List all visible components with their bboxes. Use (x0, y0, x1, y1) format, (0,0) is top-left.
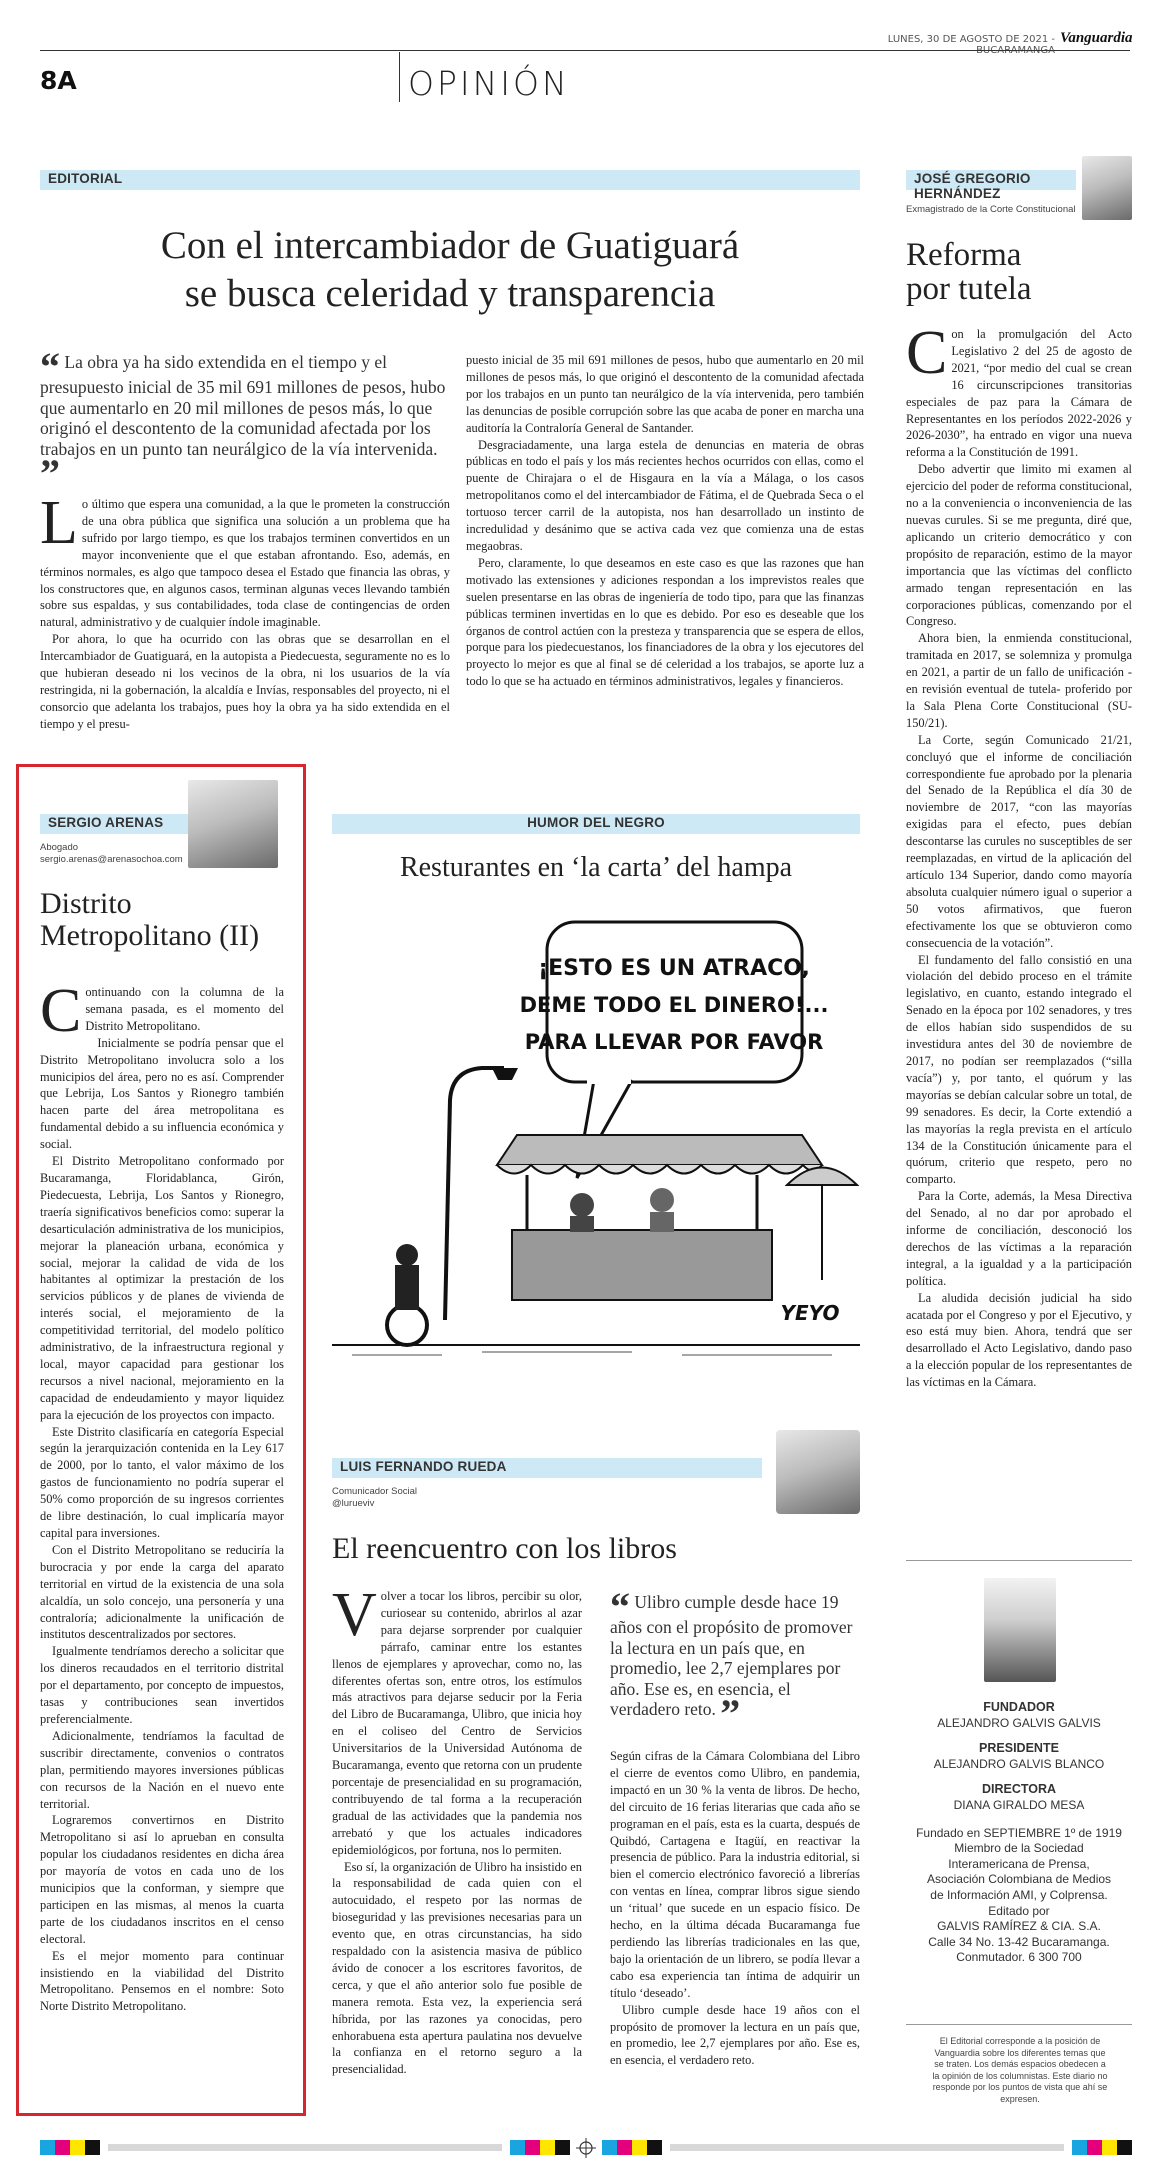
date-line: LUNES, 30 DE AGOSTO DE 2021 - BUCARAMANGA (887, 34, 1055, 56)
rueda-pull-quote (610, 1584, 860, 1736)
paragraph: Igualmente tendríamos derecho a solicitar que los dineros recaudados en el territorio distrital por el departamento, por concepto de impuestos, tasas y contribuciones sean invertidos preferencialmente. (40, 1644, 284, 1726)
paragraph: Es el mejor momento para continuar insistiendo en la viabilidad del Distrito Metropolitano. Pensemos en el nombre: Soto Norte Distrito Metropolitano. (40, 1948, 284, 2014)
info-line: Conmutador. 6 300 700 (956, 1950, 1082, 1965)
info-line: Calle 34 No. 13-42 Bucaramanga. (928, 1934, 1110, 1949)
registration-bar-left (40, 2140, 570, 2155)
editorial-col1 (40, 489, 450, 733)
paragraph: Ulibro cumple desde hace 19 años con el propósito de promover la lectura en un país que, en promedio, lee 2,7 ejemplares por año. Ese es, en esencia, el verdadero reto. (610, 2002, 860, 2068)
rueda-role: Comunicador Social (332, 1486, 418, 1497)
humor-label: HUMOR DEL NEGRO (332, 814, 860, 834)
cartoon-illustration (332, 900, 860, 1370)
header-rule (40, 50, 1130, 51)
section-divider (399, 52, 400, 102)
staff-bottom-rule (906, 2024, 1132, 2025)
paragraph: Por ahora, lo que ha ocurrido con las obras que se desarrollan en el Intercambiador de Guatiguará, en la autopista a Piedecuesta, seguramente no es lo que hubieran deseado ni los vecinos de la obra, ni los usuarios de la vía restringida, ni la gobernación, la alcaldía e Invías, responsables del proyecto, ni el consorcio que adelanta los trabajos, pues hoy la obra ya ha sido extendida en el tiempo y el presu- (40, 632, 450, 731)
registration-mark-icon (576, 2138, 596, 2158)
arenas-photo (188, 780, 278, 868)
paragraph: Para la Corte, además, la Mesa Directiva del Senado, al no dar por aprobado el informe de conciliación, desconoció los derechos de las víctimas a la reparación integral, a la igualdad y a la participación política. (906, 1189, 1132, 1288)
founder-portrait (984, 1578, 1056, 1682)
info-line: GALVIS RAMÍREZ & CIA. S.A. (937, 1919, 1101, 1934)
open-quote-icon: “ (40, 344, 60, 389)
rueda-handle: @lurueviv (332, 1498, 375, 1509)
president-label: PRESIDENTE (979, 1741, 1059, 1756)
paragraph: El fundamento del fallo consistió en una violación del debido proceso en el trámite legislativo, en cuanto, estando integrado el Senado en la época por 102 senadores, y tres de ellos habían sido suspendidos de su investidura antes del 30 de noviembre de 2017, no podían ser reemplazados (“silla vacía”) y, por tanto, el quórum y las mayorías se debían calcular sobre un total, de 99 senadores. Es decir, la Corte extendió a las mayorías la regla prevista en el artículo 134 de la Constitución únicamente para el quórum, criterio que respeto, pero no comparto. (906, 952, 1132, 1187)
director-name: DIANA GIRALDO MESA (953, 1797, 1085, 1812)
paragraph: Debo advertir que limito mi examen al ejercicio del poder de reforma constitucional, no a la conveniencia o inconveniencia de las nuevas curules. Si se me pregunta, diré que, aplicando un criterio democrático y con propósito de reparación, estimo de la mayor importancia que las víctimas del conflicto armado tengan representación en las corporaciones públicas, comenzando por el Congreso. (906, 462, 1132, 629)
paragraph: Eso sí, la organización de Ulibro ha insistido en la responsabilidad de cada quien con el autocuidado, el respeto por las normas de bioseguridad y las previsiones necesarias para un evento que, en otras circunstancias, ha sido respaldado con la asistencia masiva de público ávido de conocer a los escritores favoritos, de cerca, y que el año anterior solo fue posible de manera remota. Esta vez, la experiencia será híbrida, por las razones ya conocidas, pero enhorabuena esta apertura paulatina nos devuelve la confianza en el retorno seguro a la presencialidad. (332, 1859, 582, 2077)
cartoon-signature: YEYO (780, 1301, 840, 1325)
humor-title: Resturantes en ‘la carta’ del hampa (399, 852, 793, 883)
bubble-line2: DEME TODO EL DINERO!... (519, 993, 829, 1017)
paragraph: o último que espera una comunidad, a la que le prometen la construcción de una obra pública que significa una solución a un problema que ha sufrido por largo tiempo, es que los trabajos terminen convertidos en un mayor inconveniente que el que estaban afrontando. Eso, además, en términos normales, es algo que tampoco desea el Estado que financia las obras, y los constructores que, en algunos casos, terminan algunas veces llevando también sobre sus espaldas, y sus contabilidades, toda clase de contingencias de orden natural, administrativo y de cualquier índole imaginable. (40, 497, 450, 630)
info-line: Interamericana de Prensa, (948, 1856, 1090, 1871)
paragraph: ontinuando con la columna de la semana pasada, es el momento del Distrito Metropolitano. (85, 985, 284, 1033)
paragraph: puesto inicial de 35 mil 691 millones de pesos, hubo que aumentarlo en 20 mil millones de pesos más, lo que originó el descontento de la comunidad afectada por los trabajos en un punto tan neurálgico de la vía intervenida, pero también las denuncias de posible corrupción sobre las que acaba de poner en marcha una auditoría la Contraloría General de Santander. (466, 353, 864, 435)
staff-top-rule (906, 1560, 1132, 1561)
registration-bar-right (602, 2140, 1132, 2155)
info-line: Miembro de la Sociedad (954, 1841, 1084, 1856)
paragraph: Pero, claramente, lo que deseamos en este caso es que las razones que han motivado las extensiones y adiciones respondan a los imprevistos reales que suelen presentarse en las obras de ingeniería de todo tipo, para que las finanzas públicas terminen invertidas en lo que es debido. Por eso es deseable que los órganos de control actúen con la presteza y transparencia que se espera de ellos, porque para los piedecuestanos, los financiadores de la obra y los ejecutores del proyecto lo mejor es que al final se dé celeridad a los trabajos, se aporte luz a todo lo que se ha actuado en términos administrativos, legales y financieros. (466, 555, 864, 689)
kiosk-counter (512, 1230, 772, 1300)
director-label: DIRECTORA (981, 1782, 1057, 1797)
paragraph: Con el Distrito Metropolitano se reduciría la burocracia y por ende la carga del aparato territorial en virtud de la existencia de una sola alcaldía, un solo concejo, una personería y una contraloría; adicionalmente la unificación de institutos descentralizados por sectores. (40, 1542, 284, 1642)
rueda-quote-text: Ulibro cumple desde hace 19 años con el propósito de promover la lectura en un país que, en promedio, lee 2,7 ejemplares por año. Ese es, en esencia, el verdadero reto. (610, 1592, 853, 1719)
info-line: de Información AMI, y Colprensa. (930, 1887, 1108, 1902)
hernandez-body (906, 319, 1132, 1391)
arenas-role: Abogado (40, 842, 79, 853)
hernandez-title (906, 238, 1132, 306)
close-quote-icon: ” (720, 1691, 741, 1736)
info-line: Asociación Colombiana de Medios (926, 1872, 1112, 1887)
brand-logo: Vanguardia (1060, 30, 1133, 46)
paragraph: El Distrito Metropolitano conformado por Bucaramanga, Floridablanca, Girón, Piedecuesta, Lebrija, Los Santos y Rionegro, traería significativos beneficios como: superar la desarticulación administrativa de los municipios, mejorar la planeación urbana, económica y social, mejorar la calidad de vida de los habitantes al optimizar la prestación de los servicios públicos y de planes de vivienda de interés social, el mejoramiento de la competitividad territorial, del modelo político administrativo, de la infraestructura regional y local, mayor capacidad para gestionar los recursos a nivel nacional, mejoramiento en la capacidad de endeudamiento y mayor liquidez para la ejecución de los proyectos con impacto. (40, 1154, 284, 1422)
paragraph: on la promulgación del Acto Legislativo 2 del 25 de agosto de 2021, “por medio del cual se crean 16 circunscripciones transitorias especiales de paz para la Cámara de Representantes en los períodos 2022-2026 y 2026-2030”, ha entrado en vigor una nueva reforma a la Constitución de 1991. (906, 327, 1132, 460)
arenas-dropcap: C (40, 977, 82, 1045)
rueda-col1 (332, 1581, 582, 2078)
paragraph: Ahora bien, la enmienda constitucional, tramitada en 2017, se solemniza y promulga en 2021, a partir de un fallo de unificación -en revisión eventual de tutela- proferido por la Sala Plena Corte Constitucional (SU-150/21). (906, 631, 1132, 730)
hernandez-photo (1082, 156, 1132, 220)
close-quote-icon: ” (40, 451, 60, 496)
arenas-title (40, 888, 290, 952)
arenas-label: SERGIO ARENAS (40, 814, 190, 834)
paragraph: olver a tocar los libros, percibir su olor, curiosear su contenido, abrirlos al azar para dejarse sorprender por cualquier párrafo, caminar entre los estantes llenos de ejemplares y aprovechar, como no, las diferentes ofertas son, entre otros, los estímulos más atractivos para dejarse seducir por la Feria del Libro de Bucaramanga, Ulibro, que inicia hoy en el coliseo del Centro de Servicios Universitarios de la Universidad Autónoma de Bucaramanga, evento que retorna con un prudente porcentaje de presencialidad en su programación, contribuyendo de tal forma a la recuperación gradual de las actividades que la pandemia nos arrebató y que los actuales indicadores epidemiológicos, por fortuna, nos lo permiten. (332, 1589, 582, 1857)
paragraph: Adicionalmente, tendríamos la facultad de suscribir directamente, convenios o contratos plan, permitiendo mayores inversiones públicas con recursos de la Nación en el nuevo ente territorial. (40, 1728, 284, 1811)
page-number: 8A (40, 66, 77, 95)
editorial-col2 (466, 352, 864, 690)
founder-label: FUNDADOR (983, 1700, 1055, 1714)
arenas-title-line1: Distrito (40, 887, 132, 920)
editorial-title (40, 222, 860, 318)
editorial-label: EDITORIAL (40, 170, 860, 190)
president-name: ALEJANDRO GALVIS BLANCO (933, 1756, 1105, 1771)
rueda-title: El reencuentro con los libros (332, 1532, 677, 1565)
paragraph: Este Distrito clasificaría en categoría Especial según la jerarquización contenida en la Ley 617 de 2000, por lo tanto, el valor máximo de los gastos de funcionamiento no podría superar el 50% como proporción de su ingresos corrientes de libre destinación, lo cual implicaría mayor capital para inversiones. (40, 1424, 284, 1540)
hernandez-title-line1: Reforma (906, 237, 1022, 273)
hernandez-role: Exmagistrado de la Corte Constitucional (906, 204, 1076, 215)
editorial-quote-text: La obra ya ha sido extendida en el tiempo y el presupuesto inicial de 35 mil 691 millones de pesos, hubo que aumentarlo en 20 mil millones de pesos más, lo que originó el descontento de la comunidad afectada por los trabajos en un punto tan neurálgico de la vía intervenida. (40, 352, 446, 459)
rueda-col2 (610, 1748, 860, 2069)
arenas-body (40, 977, 284, 2015)
arenas-title-line2: Metropolitano (II) (40, 919, 260, 952)
rueda-photo (776, 1430, 860, 1514)
editorial-pull-quote (40, 344, 450, 496)
section-title: OPINIÓN (408, 64, 570, 103)
editorial-title-line1: Con el intercambiador de Guatiguará (160, 224, 740, 267)
paragraph: Inicialmente se podría pensar que el Distrito Metropolitano involucra solo a los municipios del área, pero no es así. Comprender que Lebrija, Los Santos y Rionegro también hacen parte del área metropolitana es fundamental debido a su influencia económica y social. (40, 1035, 284, 1152)
staff-box (906, 1700, 1132, 1966)
editorial-dropcap: L (40, 489, 78, 557)
info-line: Fundado en SEPTIEMBRE 1º de 1919 (916, 1825, 1122, 1840)
bubble-line3: PARA LLEVAR POR FAVOR (524, 1030, 824, 1054)
paragraph: Lograremos convertirnos en Distrito Metropolitano si así lo aprueban en consulta popular los ciudadanos residentes en dicha área por mayoría de votos en cada uno de los municipios que la conforman, y siempre que participen en las mismas, al menos la cuarta parte de los ciudadanos inscritos en el censo electoral. (40, 1813, 284, 1946)
info-line: Editado por (988, 1903, 1050, 1918)
cashier-figure (650, 1188, 674, 1212)
paragraph: La Corte, según Comunicado 21/21, concluyó que el informe de conciliación correspondiente fue aprobado por la plenaria del Senado de la República el día 30 de noviembre de 2017, “con las mayorías exigidas para el efecto, pues debían descontarse las curules no susceptibles de ser reemplazadas, en virtud de la aplicación del artículo 134 Superior, dando como mayoría absoluta cualquier número igual o superior a 50 votos afirmativos, que fueron efectivamente los que se obtuvieron como consecuencia de la votación”. (906, 732, 1132, 950)
hernandez-label: JOSÉ GREGORIO HERNÁNDEZ (906, 170, 1076, 190)
disclaimer: El Editorial corresponde a la posición de Vanguardia sobre los diferentes temas que se traten. Los demás espacios obedecen a la opinión de los columnistas. Este diario no responde por los puntos de vista que ahí se expresen. (932, 2036, 1108, 2104)
arenas-email: sergio.arenas@arenasochoa.com (40, 854, 183, 865)
kiosk-roof (497, 1135, 822, 1165)
founder-name: ALEJANDRO GALVIS GALVIS (937, 1715, 1101, 1730)
paragraph: La aludida decisión judicial ha sido acatada por el Congreso y por el Ejecutivo, y eso está muy bien. Ahora, tendrá que ser desarrollado el Acto Legislativo, dando paso a la elección popular de los representantes de las víctimas en la Cámara. (906, 1290, 1132, 1390)
rueda-label: LUIS FERNANDO RUEDA (332, 1458, 762, 1478)
street-lamp (445, 1068, 504, 1320)
open-quote-icon: “ (610, 1584, 630, 1629)
bubble-line1: ¡ESTO ES UN ATRACO, (538, 956, 810, 981)
motorcycle (387, 1244, 427, 1345)
paragraph: Desgraciadamente, una larga estela de denuncias en materia de obras públicas en todo el país y los más recientes hechos ocurridos con ellas, como el puente de Chirajara o el de Hisgaura en la vía a Málaga, o los casos metropolitanos como el del intercambiador de Fátima, el de Quebrada Seca o el tortuoso tercer carril de la autopista, nos han desarrollado un instinto de incredulidad y desánimo que se activa cada vez que comienza una de estas megaobras. (466, 437, 864, 553)
paragraph: Según cifras de la Cámara Colombiana del Libro el cierre de eventos como Ulibro, en pandemia, impactó en un 30 % la venta de libros. De hecho, del circuito de 16 ferias literarias que cada año se programan en el país, esta es la cuarta, después de Quibdó, Cartagena e Itagüí, en reactivar la presencia de público. Para la industria editorial, si bien el comercio electrónico favoreció a librerías con ventas en línea, comprar libros sigue siendo un ‘ritual’ que sucede en un espacio físico. De hecho, en la última década Bucaramanga fue perdiendo las librerías tradicionales en las que, bajo la orientación de un librero, se podía llevar a cabo esa experiencia tan íntima de adquirir un título ‘deseado’. (610, 1749, 860, 2000)
hernandez-title-line2: por tutela (906, 271, 1032, 307)
editorial-title-line2: se busca celeridad y transparencia (184, 272, 716, 315)
robber-figure (570, 1193, 594, 1217)
hernandez-dropcap: C (906, 319, 948, 387)
rueda-dropcap: V (332, 1581, 377, 1649)
